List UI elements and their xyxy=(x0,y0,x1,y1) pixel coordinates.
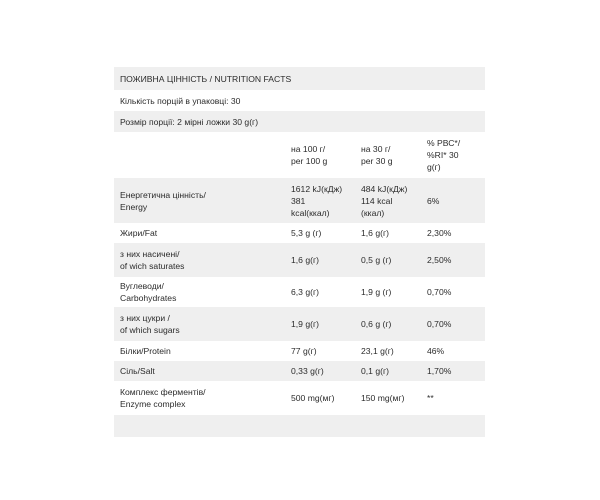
header-per30: на 30 г/ per 30 g xyxy=(361,144,393,166)
cell-text: 484 kJ(кДж) xyxy=(361,183,408,194)
cell-text: 1,9 g(г) xyxy=(291,319,319,329)
cell-text: 150 mg(мг) xyxy=(361,393,405,403)
cell-text: Enzyme complex xyxy=(120,399,186,409)
cell-per30 xyxy=(361,392,427,404)
cell-per100 xyxy=(291,183,361,219)
cell-per100 xyxy=(291,392,361,404)
nutrient-row-salt xyxy=(114,361,485,381)
cell-text: kcal(ккал) xyxy=(291,207,330,218)
cell-text: Energy xyxy=(120,201,148,212)
table-title: ПОЖИВНА ЦІННІСТЬ / NUTRITION FACTS xyxy=(120,73,292,84)
cell-text: Жири/Fat xyxy=(120,228,158,238)
cell-text: 1,9 g (г) xyxy=(361,287,392,297)
cell-text: Carbohydrates xyxy=(120,293,177,303)
cell-per30 xyxy=(361,365,427,377)
cell-per100 xyxy=(291,318,361,330)
cell-text: Білки/Protein xyxy=(120,346,171,356)
cell-text: 1,6 g(г) xyxy=(361,228,389,238)
nutrient-row-saturates xyxy=(114,243,485,277)
serving-size-row xyxy=(114,111,485,132)
cell-text: of which sugars xyxy=(120,325,180,335)
cell-name xyxy=(114,248,291,272)
cell-name xyxy=(114,345,291,357)
nutrient-row-carbohydrates xyxy=(114,277,485,307)
nutrient-row-energy xyxy=(114,178,485,223)
cell-text: 46% xyxy=(427,346,445,356)
cell-text: of wich saturates xyxy=(120,261,185,271)
cell-text: (ккал) xyxy=(361,207,385,218)
cell-name xyxy=(114,189,291,213)
table-footer-row xyxy=(114,415,485,437)
cell-text: 500 mg(мг) xyxy=(291,393,335,403)
cell-per100 xyxy=(291,227,361,239)
cell-text: 114 kcal xyxy=(361,195,393,206)
cell-per30 xyxy=(361,254,427,266)
cell-rdi xyxy=(427,318,485,330)
cell-per100 xyxy=(291,365,361,377)
nutrient-row-enzyme-complex xyxy=(114,381,485,415)
cell-text: 1,6 g(г) xyxy=(291,255,319,265)
cell-text: 6,3 g(г) xyxy=(291,287,319,297)
cell-text: 0,1 g(г) xyxy=(361,366,389,376)
cell-name xyxy=(114,312,291,336)
cell-text: 6% xyxy=(427,195,440,206)
cell-text: 0,70% xyxy=(427,287,452,297)
cell-rdi xyxy=(427,254,485,266)
column-header-row xyxy=(114,132,485,178)
cell-text: Енергетична цінність/ xyxy=(120,189,206,200)
cell-text: ** xyxy=(427,393,434,403)
cell-rdi xyxy=(427,227,485,239)
servings-row xyxy=(114,90,485,111)
cell-text: з них цукри / xyxy=(120,313,170,323)
cell-text: 23,1 g(г) xyxy=(361,346,394,356)
cell-text: з них насичені/ xyxy=(120,249,180,259)
cell-name xyxy=(114,227,291,239)
header-rdi: % РВС*/ %RI* 30 g(г) xyxy=(427,138,461,172)
nutrient-row-protein xyxy=(114,341,485,361)
cell-text: 2,30% xyxy=(427,228,452,238)
cell-name xyxy=(114,386,291,410)
cell-rdi xyxy=(427,365,485,377)
cell-per30 xyxy=(361,345,427,357)
cell-text: 1,70% xyxy=(427,366,452,376)
cell-name xyxy=(114,365,291,377)
table-title-row xyxy=(114,67,485,90)
nutrient-row-sugars xyxy=(114,307,485,341)
cell-text: 0,5 g (г) xyxy=(361,255,392,265)
cell-text: 0,6 g (г) xyxy=(361,319,392,329)
cell-per100 xyxy=(291,286,361,298)
cell-per100 xyxy=(291,345,361,357)
header-per100: на 100 г/ per 100 g xyxy=(291,144,328,166)
cell-text: 5,3 g (г) xyxy=(291,228,322,238)
cell-text: 1612 kJ(кДж) xyxy=(291,183,343,194)
cell-rdi xyxy=(427,286,485,298)
cell-per30 xyxy=(361,183,427,219)
cell-text: Комплекс ферментів/ xyxy=(120,387,206,397)
cell-text: Сіль/Salt xyxy=(120,366,155,376)
servings-text: Кількість порцій в упаковці: 30 xyxy=(120,95,241,106)
cell-rdi xyxy=(427,392,485,404)
cell-per30 xyxy=(361,286,427,298)
cell-text: 2,50% xyxy=(427,255,452,265)
cell-per30 xyxy=(361,227,427,239)
cell-text: 0,33 g(г) xyxy=(291,366,324,376)
nutrient-row-fat xyxy=(114,223,485,243)
cell-per30 xyxy=(361,318,427,330)
cell-text: Вуглеводи/ xyxy=(120,281,164,291)
cell-rdi xyxy=(427,345,485,357)
serving-size-text: Розмір порції: 2 мірні ложки 30 g(г) xyxy=(120,116,259,127)
cell-text: 77 g(г) xyxy=(291,346,317,356)
cell-text: 381 xyxy=(291,195,306,206)
cell-per100 xyxy=(291,254,361,266)
cell-rdi xyxy=(427,195,485,207)
cell-text: 0,70% xyxy=(427,319,452,329)
cell-name xyxy=(114,280,291,304)
nutrition-table xyxy=(114,67,485,437)
